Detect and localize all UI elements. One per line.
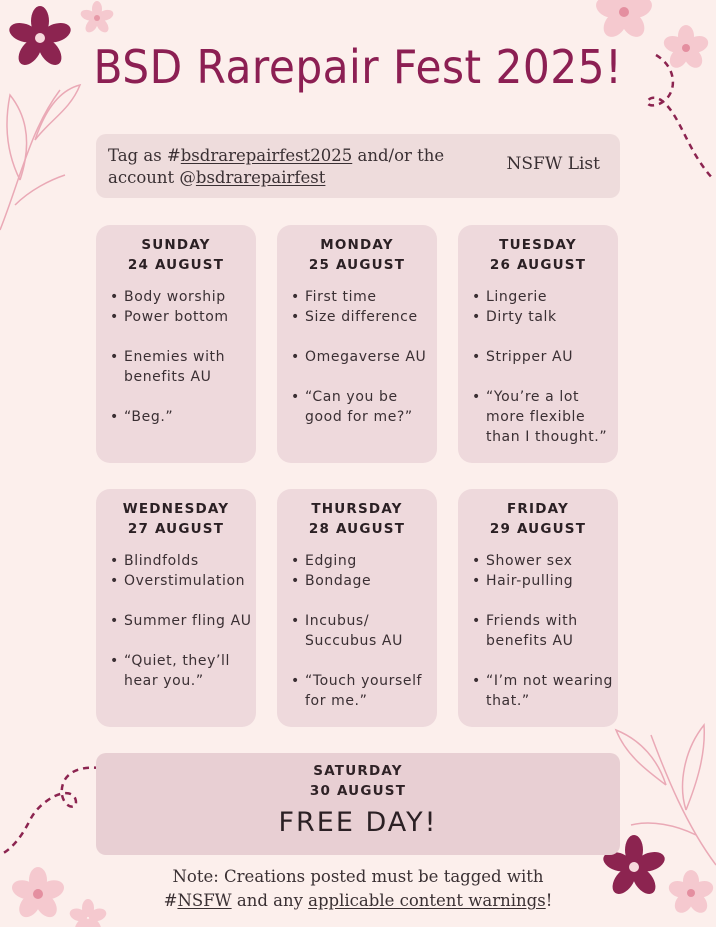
saturday-day: SATURDAY bbox=[313, 763, 403, 779]
footer-note bbox=[0, 865, 716, 913]
note-hash: # bbox=[163, 891, 178, 910]
day-name: SUNDAY bbox=[141, 237, 211, 253]
note-and: and any bbox=[231, 891, 309, 910]
prompt-item: • Shower sex bbox=[472, 551, 618, 571]
prompt-list bbox=[458, 287, 618, 447]
list-label: NSFW List bbox=[506, 154, 600, 174]
tag-instructions bbox=[108, 145, 488, 189]
saturday-card bbox=[96, 753, 620, 855]
prompt-list bbox=[277, 551, 437, 711]
prompt-item: • Stripper AU bbox=[472, 347, 618, 367]
prompt-item: • Summer fling AU bbox=[110, 611, 256, 631]
prompt-item: • “You’re a lot more flexible than I thought.” bbox=[472, 387, 618, 447]
day-card-sunday bbox=[96, 225, 256, 463]
page-title: BSD Rarepair Fest 2025! bbox=[93, 40, 623, 94]
prompt-item: • Edging bbox=[291, 551, 437, 571]
note-end: ! bbox=[545, 891, 553, 910]
day-name: TUESDAY bbox=[499, 237, 577, 253]
day-card-wednesday bbox=[96, 489, 256, 727]
day-name: MONDAY bbox=[320, 237, 394, 253]
day-name: THURSDAY bbox=[311, 501, 403, 517]
prompt-item: • “Beg.” bbox=[110, 407, 256, 427]
prompt-item: • Power bottom bbox=[110, 307, 256, 327]
day-date: 29 AUGUST bbox=[489, 521, 587, 537]
nsfw-link[interactable]: NSFW bbox=[177, 891, 232, 910]
prompt-item: • Lingerie bbox=[472, 287, 618, 307]
prompt-item: • Blindfolds bbox=[110, 551, 256, 571]
account-link[interactable]: bsdrarepairfest bbox=[195, 168, 326, 187]
prompt-item: • “I’m not wearing that.” bbox=[472, 671, 618, 711]
day-card-monday bbox=[277, 225, 437, 463]
tag-middle: and/or the account @ bbox=[108, 146, 445, 187]
prompt-item: • “Touch yourself for me.” bbox=[291, 671, 437, 711]
day-date: 26 AUGUST bbox=[489, 257, 587, 273]
prompt-list bbox=[277, 287, 437, 427]
hashtag-link[interactable]: bsdrarepairfest2025 bbox=[180, 146, 353, 165]
flower-decoration-top-left bbox=[0, 0, 120, 240]
day-date: 27 AUGUST bbox=[127, 521, 225, 537]
prompt-item: • Body worship bbox=[110, 287, 256, 307]
saturday-date: 30 AUGUST bbox=[309, 783, 407, 799]
prompt-item: • “Quiet, they’ll hear you.” bbox=[110, 651, 256, 691]
prompt-item: • First time bbox=[291, 287, 437, 307]
day-card-tuesday bbox=[458, 225, 618, 463]
prompt-item: • Size difference bbox=[291, 307, 437, 327]
day-card-friday bbox=[458, 489, 618, 727]
content-warnings-link[interactable]: applicable content warnings bbox=[308, 891, 546, 910]
tag-info-box bbox=[96, 134, 620, 198]
prompt-item: • “Can you be good for me?” bbox=[291, 387, 437, 427]
day-date: 28 AUGUST bbox=[308, 521, 406, 537]
prompt-item: • Overstimulation bbox=[110, 571, 256, 591]
prompt-item: • Omegaverse AU bbox=[291, 347, 437, 367]
prompt-item: • Enemies with benefits AU bbox=[110, 347, 256, 387]
prompt-item: • Dirty talk bbox=[472, 307, 618, 327]
day-name: FRIDAY bbox=[507, 501, 569, 517]
prompt-item: • Bondage bbox=[291, 571, 437, 591]
prompt-item: • Incubus/ Succubus AU bbox=[291, 611, 437, 651]
prompt-list bbox=[96, 287, 256, 427]
day-name: WEDNESDAY bbox=[122, 501, 230, 517]
day-date: 24 AUGUST bbox=[127, 257, 225, 273]
prompt-list bbox=[96, 551, 256, 691]
day-card-thursday bbox=[277, 489, 437, 727]
prompt-item: • Hair-pulling bbox=[472, 571, 618, 591]
note-line2 bbox=[0, 889, 716, 913]
prompt-item: • Friends with benefits AU bbox=[472, 611, 618, 651]
tag-prefix: Tag as # bbox=[108, 146, 181, 165]
day-date: 25 AUGUST bbox=[308, 257, 406, 273]
note-line1: Note: Creations posted must be tagged with bbox=[172, 867, 544, 886]
free-day-label: FREE DAY! bbox=[278, 807, 438, 838]
prompt-list bbox=[458, 551, 618, 711]
